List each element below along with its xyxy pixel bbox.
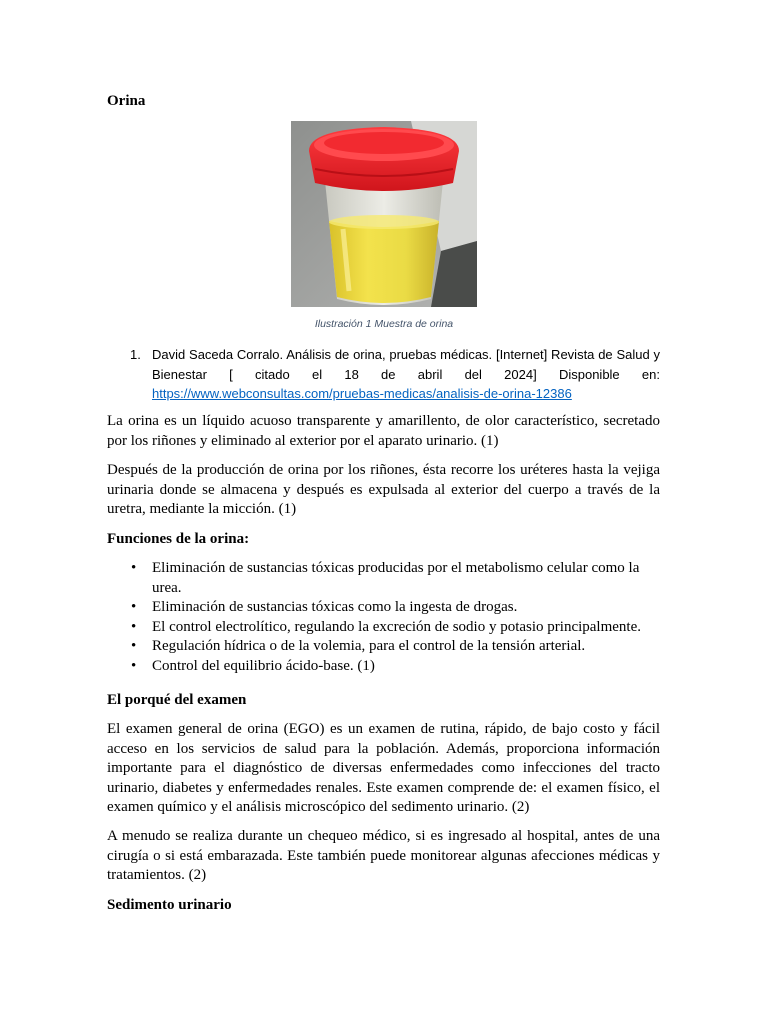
- bullet-icon: •: [131, 599, 137, 615]
- reference-item: [130, 345, 660, 404]
- figure-caption: Ilustración 1 Muestra de orina: [314, 318, 454, 330]
- reference-link[interactable]: https://www.webconsultas.com/pruebas-medicas/analisis-de-orina-12386: [152, 386, 572, 401]
- bullet-icon: •: [131, 638, 137, 654]
- heading-funciones: Funciones de la orina:: [107, 531, 250, 547]
- paragraph-exam: El examen general de orina (EGO) es un examen de rutina, rápido, de bajo costo y fácil acceso en los servicios de salud para la población. Además, proporciona información importante para el diagnóstico de diversas enfermedades como infecciones del tracto urinario, diabetes y enfermedades renales. Este examen comprende de: el examen físico, el examen químico y el análisis microscópico del sedimento urinario. (2): [107, 721, 660, 815]
- paragraph-usage: A menudo se realiza durante un chequeo médico, si es ingresado al hospital, antes de una cirugía o si está embarazada. Este también puede monitorear algunas afecciones médicas y tratamientos. (2): [107, 828, 660, 883]
- heading-orina: Orina: [107, 93, 146, 109]
- reference-text: David Saceda Corralo. Análisis de orina, pruebas médicas. [Internet] Revista de Salud y Bienestar [ citado el 18 de abril del 2024] Disponible en:: [152, 347, 660, 382]
- functions-list: [107, 559, 660, 676]
- list-item: • El control electrolítico, regulando la excreción de sodio y potasio principalmente.: [107, 618, 660, 638]
- list-item: • Eliminación de sustancias tóxicas producidas por el metabolismo celular como la urea.: [131, 560, 640, 596]
- list-item: • Regulación hídrica o de la volemia, para el control de la tensión arterial.: [107, 637, 660, 657]
- list-item: • Control del equilibrio ácido-base. (1): [107, 657, 660, 677]
- heading-sedimento: Sedimento urinario: [107, 897, 232, 913]
- bullet-icon: •: [131, 657, 137, 674]
- urine-sample-image: [291, 121, 477, 307]
- paragraph-production: Después de la producción de orina por los riñones, ésta recorre los uréteres hasta la vejiga urinaria donde se almacena y después es expulsada al exterior del cuerpo a través de la uretra, mediante la micción. (1): [107, 462, 660, 517]
- heading-porque: El porqué del examen: [107, 692, 247, 708]
- paragraph-definition: La orina es un líquido acuoso transparente y amarillento, de olor característico, secretado por los riñones y eliminado al exterior por el aparato urinario. (1): [107, 413, 660, 449]
- bullet-icon: •: [131, 618, 137, 635]
- bullet-icon: •: [131, 560, 137, 576]
- reference-number: 1.: [130, 347, 141, 362]
- list-item: • Eliminación de sustancias tóxicas como la ingesta de drogas.: [107, 598, 660, 618]
